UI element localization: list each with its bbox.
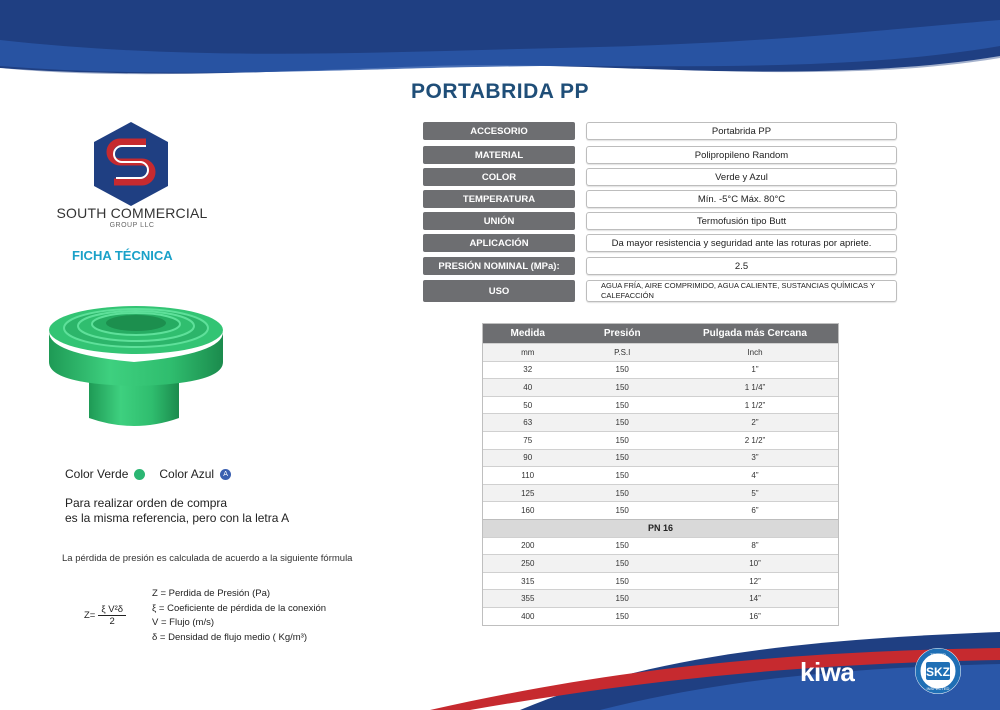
- formula-lhs: Z=: [84, 610, 96, 621]
- formula-legend-line: Z = Perdida de Presión (Pa): [152, 588, 271, 599]
- table-cell: 6”: [751, 506, 759, 516]
- product-image: [45, 292, 245, 430]
- table-cell: 355: [521, 594, 535, 604]
- table-cell: 12”: [749, 576, 761, 586]
- table-row: [483, 449, 838, 467]
- skz-text: SKZ: [926, 665, 950, 679]
- table-cell: 90: [523, 453, 533, 463]
- table-cell: 40: [523, 382, 533, 392]
- formula: [84, 604, 126, 627]
- table-cell: 150: [615, 470, 629, 480]
- brand-name: SOUTH COMMERCIAL: [56, 205, 208, 221]
- formula-legend-line: V = Flujo (m/s): [152, 617, 215, 628]
- sizes-rows-pn16: [483, 537, 838, 625]
- order-note: [65, 496, 289, 526]
- table-cell: 16”: [749, 611, 761, 621]
- spec-label: UNIÓN: [423, 212, 575, 230]
- spec-value: Portabrida PP: [586, 122, 897, 140]
- blue-badge-icon: A: [220, 469, 231, 480]
- green-dot-icon: [134, 469, 145, 480]
- spec-value: Termofusión tipo Butt: [586, 212, 897, 230]
- table-cell: 150: [615, 453, 629, 463]
- formula-legend-line: δ = Densidad de flujo medio ( Kg/m³): [152, 631, 307, 643]
- table-cell: 150: [615, 576, 629, 586]
- sizes-table: [482, 323, 839, 626]
- table-cell: 2”: [751, 418, 759, 428]
- table-cell: 150: [615, 594, 629, 604]
- spec-label: PRESIÓN NOMINAL (MPa):: [423, 257, 575, 275]
- table-cell: 32: [523, 365, 533, 375]
- skz-top-text: TESTED: [930, 652, 946, 657]
- header-pulgada: Pulgada más Cercana: [703, 328, 807, 339]
- table-row: [483, 431, 838, 449]
- pressure-loss-note: La pérdida de presión es calculada de acuerdo a la siguiente fórmula: [62, 553, 353, 564]
- sizes-header: [483, 324, 838, 343]
- table-cell: 150: [615, 418, 629, 428]
- table-cell: 160: [521, 506, 535, 516]
- table-row: [483, 501, 838, 519]
- unit-cell: Inch: [747, 347, 763, 357]
- header-medida: Medida: [510, 328, 545, 339]
- table-cell: 200: [521, 541, 535, 551]
- table-cell: 5”: [751, 488, 759, 498]
- table-row: [483, 537, 838, 555]
- table-row: [483, 378, 838, 396]
- unit-cell: mm: [521, 347, 535, 357]
- formula-denominator: 2: [109, 616, 115, 627]
- spec-label: COLOR: [423, 168, 575, 186]
- spec-value: AGUA FRÍA, AIRE COMPRIMIDO, AGUA CALIENTE, SUSTANCIAS QUÍMICAS Y CALEFACCIÓN: [586, 280, 897, 302]
- sizes-rows: [483, 361, 838, 519]
- table-row: [483, 413, 838, 431]
- table-row: [483, 554, 838, 572]
- table-cell: 8”: [751, 541, 759, 551]
- table-cell: 50: [523, 400, 533, 410]
- table-cell: 75: [523, 435, 533, 445]
- table-cell: 10”: [749, 558, 761, 568]
- formula-legend: [152, 587, 326, 645]
- spec-value: Verde y Azul: [586, 168, 897, 186]
- table-row: [483, 396, 838, 414]
- spec-label: APLICACIÓN: [423, 234, 575, 252]
- table-row: [483, 484, 838, 502]
- table-row: [483, 361, 838, 379]
- table-row: [483, 607, 838, 625]
- ficha-tecnica-label: FICHA TÉCNICA: [72, 248, 173, 263]
- order-note-line2: es la misma referencia, pero con la letra A: [65, 511, 290, 525]
- table-cell: 4”: [751, 470, 759, 480]
- order-note-line1: Para realizar orden de compra: [65, 496, 228, 510]
- color-options: [65, 467, 231, 481]
- table-cell: 250: [521, 558, 535, 568]
- spec-label: USO: [423, 280, 575, 302]
- table-cell: 150: [615, 365, 629, 375]
- color-green-label: Color Verde: [65, 467, 129, 481]
- table-cell: 150: [615, 435, 629, 445]
- table-cell: 2 1/2”: [744, 435, 766, 445]
- color-blue-label: Color Azul: [159, 467, 215, 481]
- table-cell: 125: [521, 488, 535, 498]
- table-cell: 110: [521, 470, 535, 480]
- table-row: [483, 589, 838, 607]
- formula-fraction: [98, 604, 126, 627]
- table-cell: 1 1/4”: [744, 382, 766, 392]
- skz-bottom-text: INSPECTED: [926, 686, 950, 691]
- table-cell: 150: [615, 541, 629, 551]
- formula-numerator: ξ V²δ: [98, 604, 126, 616]
- spec-value: Da mayor resistencia y seguridad ante las roturas por apriete.: [586, 234, 897, 252]
- table-cell: 315: [521, 576, 535, 586]
- pn-divider: PN 16: [483, 519, 838, 537]
- formula-legend-line: ξ = Coeficiente de pérdida de la conexión: [152, 602, 327, 614]
- spec-label: TEMPERATURA: [423, 190, 575, 208]
- spec-value: Polipropileno Random: [586, 146, 897, 164]
- table-cell: 150: [615, 400, 629, 410]
- table-cell: 150: [615, 558, 629, 568]
- spec-label: ACCESORIO: [423, 122, 575, 140]
- table-cell: 150: [615, 506, 629, 516]
- table-cell: 14”: [749, 594, 761, 604]
- table-cell: 400: [521, 611, 535, 621]
- table-row: [483, 572, 838, 590]
- page-title: PORTABRIDA PP: [410, 80, 589, 103]
- table-cell: 3”: [751, 453, 759, 463]
- table-cell: 1 1/2”: [744, 400, 766, 410]
- units-row: [483, 343, 838, 361]
- spec-value: Mín. -5°C Máx. 80°C: [586, 190, 897, 208]
- spec-value: 2.5: [586, 257, 897, 275]
- kiwa-logo: kiwa: [800, 657, 855, 687]
- unit-cell: P.S.I: [614, 347, 631, 357]
- table-cell: 150: [615, 611, 629, 621]
- table-cell: 1”: [751, 365, 759, 375]
- skz-certification-logo: [914, 647, 962, 695]
- header-presion: Presión: [603, 328, 641, 339]
- brand-subtitle: GROUP LLC: [109, 222, 155, 229]
- company-logo: [92, 120, 170, 208]
- spec-label: MATERIAL: [423, 146, 575, 164]
- table-cell: 150: [615, 488, 629, 498]
- table-cell: 150: [615, 382, 629, 392]
- table-cell: 63: [523, 418, 533, 428]
- table-row: [483, 466, 838, 484]
